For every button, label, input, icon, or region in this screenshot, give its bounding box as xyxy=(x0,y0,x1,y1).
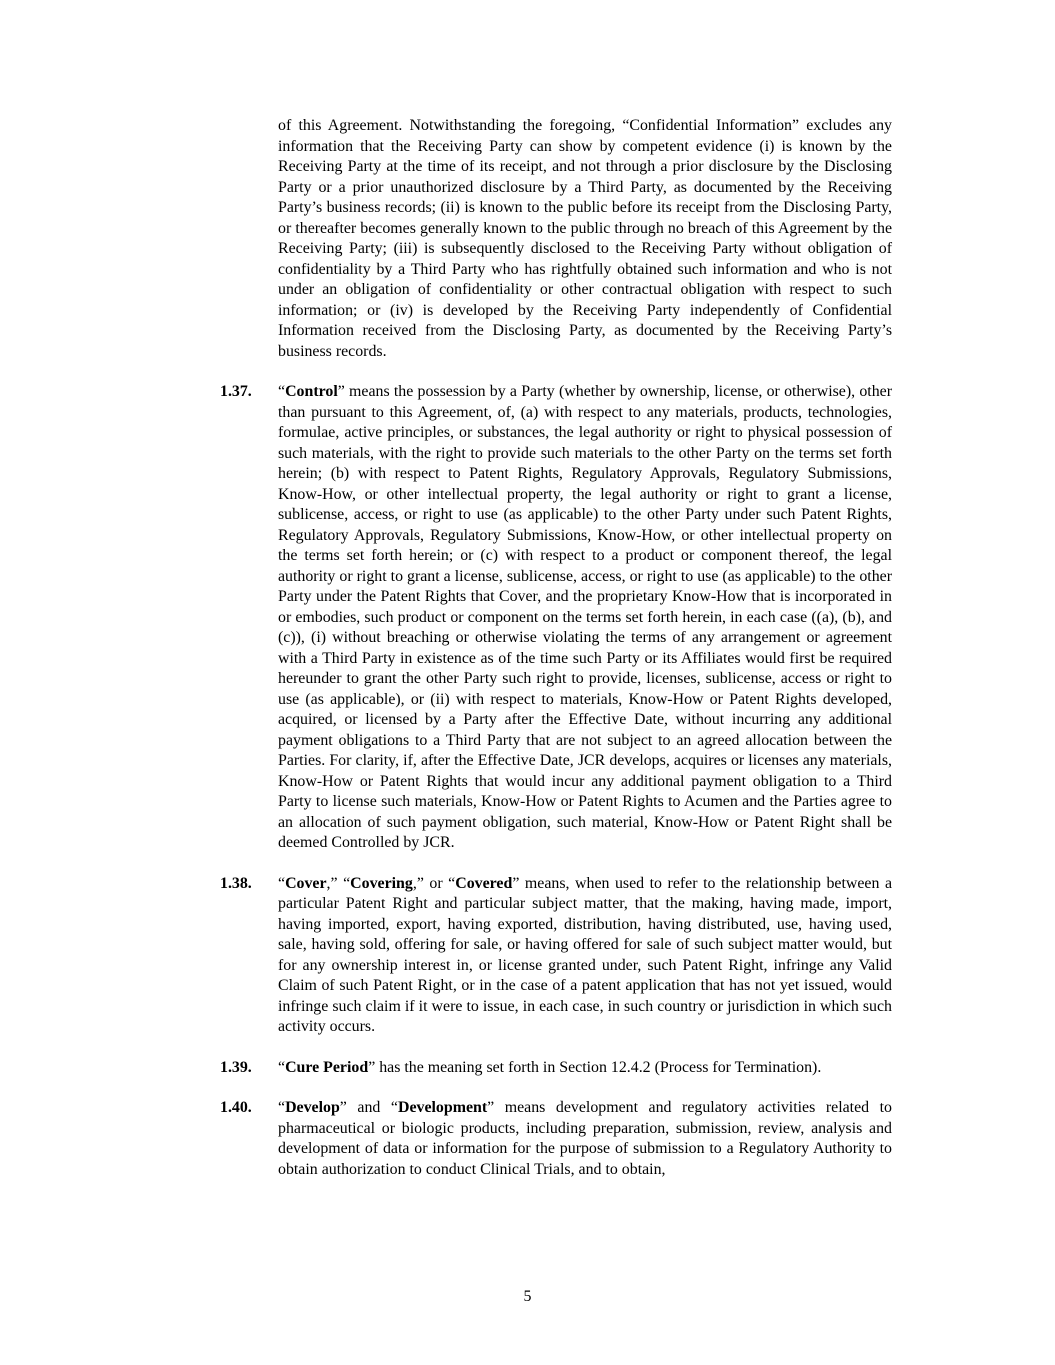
section-text xyxy=(278,1058,892,1079)
quote-mark: “ xyxy=(278,1058,286,1076)
section-1-38 xyxy=(220,874,892,1038)
section-text xyxy=(278,382,892,854)
defined-term-develop: Develop xyxy=(285,1099,340,1116)
term-separator: ,” “ xyxy=(326,874,351,892)
section-number: 1.39. xyxy=(220,1058,252,1076)
term-separator: ” and “ xyxy=(339,1099,398,1116)
definition-text: ” means development and regulatory activities related to pharmaceutical or biologic products, including preparation, submission, review, analysis and development of data or information for the purpose of submission to a Regulatory Authority to obtain authorization to conduct Clinical Trials, and to obtain, xyxy=(278,1099,892,1178)
quote-mark: “ xyxy=(278,383,286,400)
quote-mark: “ xyxy=(278,874,286,892)
defined-term-cover: Cover xyxy=(285,874,327,892)
definition-text: ” has the meaning set forth in Section 12.4.2 (Process for Termination). xyxy=(368,1058,822,1076)
defined-term-development: Development xyxy=(397,1099,488,1116)
section-1-40 xyxy=(220,1098,892,1180)
section-1-37 xyxy=(220,382,892,854)
section-text xyxy=(278,1098,892,1180)
defined-term-covering: Covering xyxy=(350,874,413,892)
defined-term-control: Control xyxy=(285,383,338,400)
quote-mark: “ xyxy=(278,1099,286,1116)
section-1-39 xyxy=(220,1058,892,1079)
defined-term-covered: Covered xyxy=(455,874,513,892)
continuation-paragraph: of this Agreement. Notwithstanding the foregoing, “Confidential Information” excludes any information that the Receiving Party can show by competent evidence (i) is known by the Receiving Party at the time of its receipt, and not through a prior disclosure by the Disclosing Party or a prior unauthorized disclosure by a Third Party, as documented by the Receiving Party’s business records; (ii) is known to the public before its receipt from the Disclosing Party, or thereafter becomes generally known to the public through no breach of this Agreement by the Receiving Party; (iii) is subsequently disclosed to the Receiving Party without obligation of confidentiality by a Third Party who has rightfully obtained such information and who is not under an obligation of confidentiality or other contractual obligation with respect to such information; or (iv) is developed by the Receiving Party independently of Confidential Information received from the Disclosing Party, as documented by the Receiving Party’s business records. xyxy=(278,117,892,360)
section-number: 1.37. xyxy=(220,383,252,400)
definition-text: ” means, when used to refer to the relationship between a particular Patent Right and particular subject matter, that the making, having made, import, having imported, export, having exported, distribution, having distributed, use, having used, sale, having sold, offering for sale, or having offered for sale of such subject matter would, but for any ownership interest in, or license granted under, such Patent Right, infringe any Valid Claim of such Patent Right, or in the case of a patent application that has not yet issued, would infringe such claim if it were to issue, in each case, in such country or jurisdiction in which such activity occurs. xyxy=(278,874,893,1035)
page-number: 5 xyxy=(523,1288,532,1305)
section-number: 1.38. xyxy=(220,874,252,892)
document-body xyxy=(220,116,892,1180)
section-text xyxy=(278,874,892,1038)
term-separator: ,” or “ xyxy=(412,874,456,892)
defined-term-cure-period: Cure Period xyxy=(285,1058,369,1076)
definition-text: ” means the possession by a Party (whether by ownership, license, or otherwise), other than pursuant to this Agreement, of, (a) with respect to any materials, products, technologies, formulae, active principles, or substances, the legal authority or right to physical possession of such materials, with the right to provide such materials to the other Party on the terms set forth herein; (b) with respect to Patent Rights, Regulatory Approvals, Regulatory Submissions, Know-How, or other intellectual property, the legal authority or right to grant a license, sublicense, access, or right to use (as applicable) to the other Party under such Patent Rights, Regulatory Approvals, Regulatory Submissions, Know-How, or other intellectual property on the terms set forth herein; or (c) with respect to a product or component thereof, the legal authority or right to grant a license, sublicense, access, or right to use (as applicable) to the other Party under the Patent Rights that Cover, and the proprietary Know-How that is incorporated in or embodies, such product or component on the terms set forth herein, in each case ((a), (b), and (c)), (i) without breaching or otherwise violating the terms of any arrangement or agreement with a Third Party in existence as of the time such Party or its Affiliates would first be required hereunder to grant the other Party such right to provide, licenses, sublicense, access or right to use (as applicable), or (ii) with respect to materials, Know-How or Patent Rights developed, acquired, or licensed by a Party after the Effective Date, without incurring any additional payment obligations to a Third Party that are not subject to an agreed allocation between the Parties. For clarity, if, after the Effective Date, JCR develops, acquires or licenses any materials, Know-How or Patent Rights that would incur any additional payment obligation to a Third Party to license such materials, Know-How or Patent Rights to Acumen and the Parties agree to an allocation of such payment obligation, such material, Know-How or Patent Right shall be deemed Controlled by JCR. xyxy=(278,383,892,851)
section-number: 1.40. xyxy=(220,1099,252,1116)
